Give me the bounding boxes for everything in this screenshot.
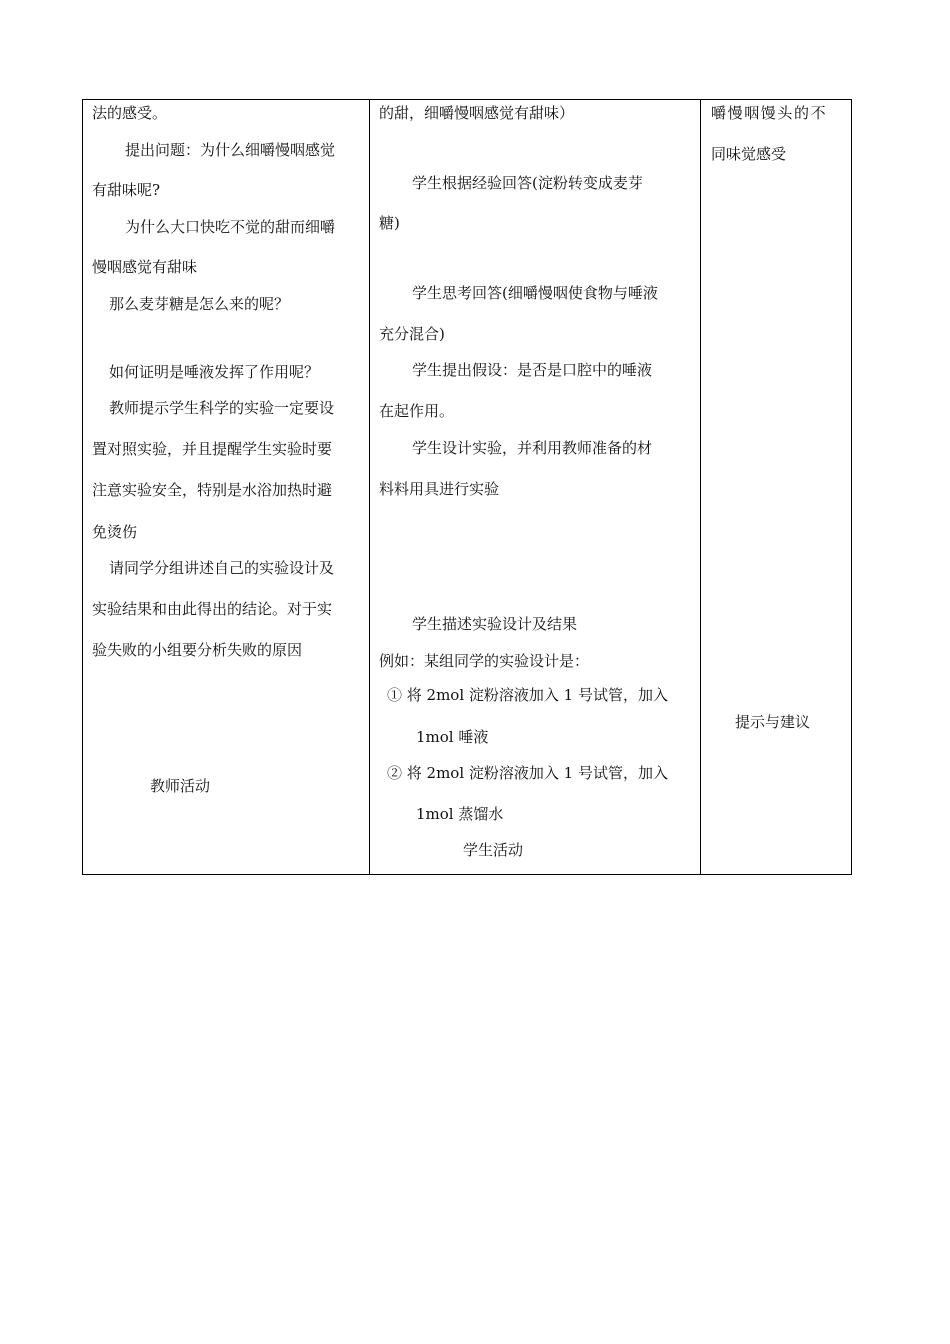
text-line: 验失败的小组要分析失败的原因: [92, 641, 303, 659]
teacher-activity-column: [83, 100, 369, 874]
text-line: 1mol 蒸馏水: [416, 805, 504, 823]
text-line: 教师提示学生科学的实验一定要设: [109, 399, 335, 417]
text-line: 那么麦芽糖是怎么来的呢？: [109, 295, 290, 313]
text-line: 提出问题：为什么细嚼慢咽感觉: [125, 141, 336, 159]
text-line: 学生描述实验设计及结果: [412, 615, 578, 633]
text-line: 如何证明是唾液发挥了作用呢？: [109, 363, 320, 381]
text-line: 例如：某组同学的实验设计是：: [379, 652, 590, 670]
column-footer-label: 提示与建议: [735, 713, 811, 731]
text-line: 慢咽感觉有甜味: [92, 258, 198, 276]
text-line: 的甜，细嚼慢咽感觉有甜味）: [379, 104, 575, 122]
text-line: 料料用具进行实验: [379, 480, 500, 498]
text-line: 免烫伤: [92, 523, 138, 541]
column-footer-label: 学生活动: [463, 841, 524, 859]
text-line: 学生提出假设：是否是口腔中的唾液: [412, 361, 653, 379]
text-line: 1mol 唾液: [416, 728, 489, 746]
tips-column: [701, 100, 851, 874]
text-line: 充分混合): [379, 325, 445, 343]
column-footer-label: 教师活动: [150, 777, 211, 795]
text-line: 请同学分组讲述自己的实验设计及: [109, 559, 335, 577]
text-line: 有甜味呢?: [92, 181, 161, 199]
text-line: 学生思考回答(细嚼慢咽使食物与唾液: [412, 284, 658, 302]
text-line: 为什么大口快吃不觉的甜而细嚼: [125, 218, 336, 236]
text-line: 学生设计实验，并利用教师准备的材: [412, 439, 653, 457]
lesson-table: [82, 99, 852, 875]
text-line: 注意实验安全，特别是水浴加热时避: [92, 481, 333, 499]
text-line: ② 将 2mol 淀粉溶液加入 1 号试管，加入: [387, 764, 668, 782]
text-line: 学生根据经验回答(淀粉转变成麦芽: [412, 174, 643, 192]
text-line: 实验结果和由此得出的结论。对于实: [92, 600, 333, 618]
text-line: 糖): [379, 214, 400, 232]
text-line: 嚼慢咽馒头的不: [711, 104, 828, 122]
student-activity-column: [370, 100, 700, 874]
text-line: ① 将 2mol 淀粉溶液加入 1 号试管，加入: [387, 686, 668, 704]
text-line: 在起作用。: [379, 402, 455, 420]
text-line: 同味觉感受: [711, 145, 787, 163]
text-line: 置对照实验，并且提醒学生实验时要: [92, 440, 333, 458]
text-line: 法的感受。: [92, 104, 168, 122]
